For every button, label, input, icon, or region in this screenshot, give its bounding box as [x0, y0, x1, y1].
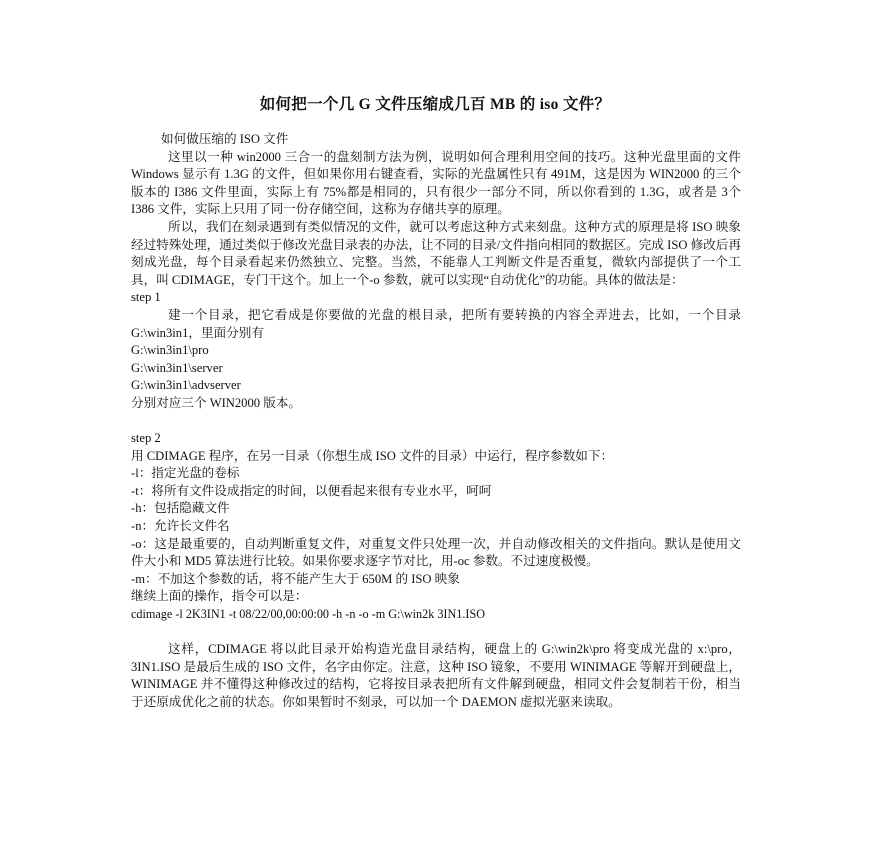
path-line: G:\win3in1\advserver: [131, 378, 241, 393]
paragraph-intro: 这里以一种 win2000 三合一的盘刻制方法为例，说明如何合理利用空间的技巧。这种光盘里面的文件 Windows 显示有 1.3G 的文件，但如果你用右键查看，实际的光盘属性只有 491M，这是因为 WIN2000 的三个版本的 I386 文件里面，实际上有 75%都是相同的，只有很少一部分不同，所以你看到的 1.3G，或者是 3个 I386 文件，实际上只用了同一份存储空间，这称为存储共享的原理。: [131, 149, 741, 217]
paragraph-principle: 所以，我们在刻录遇到有类似情况的文件，就可以考虑这种方式来刻盘。这种方式的原理是将 ISO 映象经过特殊处理，通过类似于修改光盘目录表的办法，让不同的目录/文件指向相同的数据区。完成 ISO 修改后再刻成光盘，每个目录看起来仍然独立、完整。当然，不能靠人工判断文件是否重复，微软内部提供了一个工具，叫 CDIMAGE，专门干这个。加上一个-o 参数，就可以实现“自动优化”的功能。具体的做法是：: [131, 219, 741, 287]
option-n: -n：允许长文件名: [131, 519, 230, 534]
blank-line: [131, 413, 741, 431]
command-line: cdimage -l 2K3IN1 -t 08/22/00,00:00:00 -h -n -o -m G:\win2k 3IN1.ISO: [131, 607, 486, 622]
option-t: -t：将所有文件设成指定的时间，以便看起来很有专业水平，呵呵: [131, 483, 492, 498]
document-body: [131, 131, 741, 712]
option-m: -m：不加这个参数的话，将不能产生大于 650M 的 ISO 映象: [131, 571, 460, 586]
option-o: -o：这是最重要的，自动判断重复文件，对重复文件只处理一次，并自动修改相关的文件指向。默认是使用文件大小和 MD5 算法进行比较。如果你要求逐字节对比，用-oc 参数。不过速度极慢。: [131, 536, 741, 569]
section-heading: 如何做压缩的 ISO 文件: [161, 132, 289, 146]
path-line: G:\win3in1\pro: [131, 343, 209, 358]
paragraph-step-1: 建一个目录，把它看成是你要做的光盘的根目录，把所有要转换的内容全弄进去，比如，一个目录 G:\win3in1，里面分别有: [131, 307, 741, 340]
blank-line: [131, 624, 741, 642]
option-l: -l：指定光盘的卷标: [131, 466, 240, 481]
paragraph-conclusion: 这样，CDIMAGE 将以此目录开始构造光盘目录结构，硬盘上的 G:\win2k\pro 将变成光盘的 x:\pro，3IN1.ISO 是最后生成的 ISO 文件，名字由你定。注意，这种 ISO 镜象，不要用 WINIMAGE 等解开到硬盘上，WINIMAGE 并不懂得这种修改过的结构，它将按目录表把所有文件解到硬盘，相同文件会复制若干份，相当于还原成优化之前的状态。你如果暂时不刻录，可以加一个 DAEMON 虚拟光驱来读取。: [131, 642, 741, 709]
paragraph-step-2: 用 CDIMAGE 程序，在另一目录（你想生成 ISO 文件的目录）中运行，程序参数如下：: [131, 448, 614, 463]
step-1-heading: step 1: [131, 290, 161, 305]
paragraph-continue: 继续上面的操作，指令可以是：: [131, 589, 308, 604]
path-line: G:\win3in1\server: [131, 360, 223, 375]
step-2-heading: step 2: [131, 431, 161, 446]
document-title: 如何把一个几 G 文件压缩成几百 MB 的 iso 文件？: [259, 96, 611, 113]
option-h: -h：包括隐藏文件: [131, 501, 230, 516]
paragraph-versions: 分别对应三个 WIN2000 版本。: [131, 395, 302, 410]
